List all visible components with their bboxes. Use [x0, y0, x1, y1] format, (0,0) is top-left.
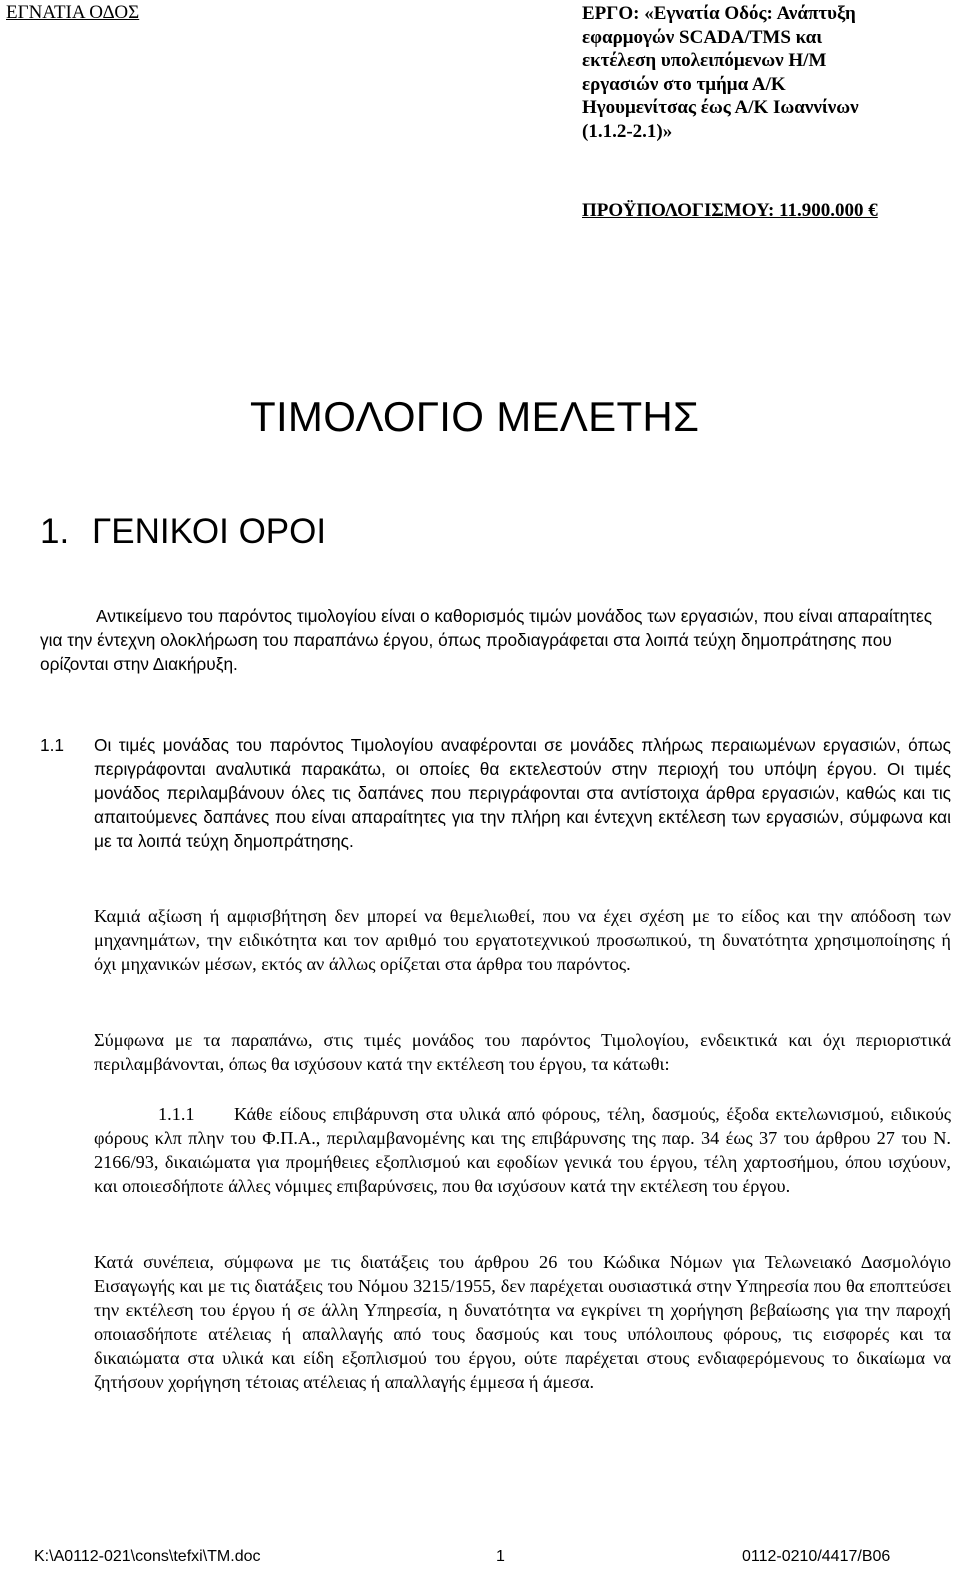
- claims-paragraph: Καμιά αξίωση ή αμφισβήτηση δεν μπορεί να θεμελιωθεί, που να έχει σχέση με το είδος και την απόδοση των μηχανημάτων, την ειδικότητα και τον αριθμό του εργατοτεχνικού προσωπικού, τη δυνατότητα χρησιμοποίησης ή όχι μηχανικών μέσων, εκτός αν άλλως ορίζεται στα άρθρα του παρόντος.: [94, 906, 951, 974]
- section-number: 1.: [40, 512, 70, 551]
- project-title: ΕΡΓΟ: «Εγνατία Οδός: Ανάπτυξη εφαρμογών SCADA/TMS και εκτέλεση υπολειπόμενων Η/Μ εργασιών στο τμήμα Α/Κ Ηγουμενίτσας έως Α/Κ Ιωαννίνων (1.1.2-2.1)»: [582, 3, 859, 142]
- section-title: ΓΕΝΙΚΟΙ ΟΡΟΙ: [92, 512, 327, 551]
- footer-page-number: 1: [496, 1548, 505, 1565]
- clause-1-1-1-text: Κάθε είδους επιβάρυνση στα υλικά από φόρους, τέλη, δασμούς, έξοδα εκτελωνισμού, ειδικούς φόρους κλπ πλην του Φ.Π.Α., περιλαμβανομένης και της επιβάρυνσης της παρ. 34 έως 37 του άρθρου 27 του Ν. 2166/93, δικαιώματα για προμήθειες εξοπλισμού και εφοδίων γενικά του έργου, τέλη χαρτοσήμου, όπου ισχύουν, και οποιεσδήποτε άλλες νόμιμες επιβαρύνσεις, που θα ισχύσουν κατά την εκτέλεση του έργου.: [94, 1104, 951, 1196]
- document-title: ΤΙΜΟΛΟΓΙΟ ΜΕΛΕΤΗΣ: [250, 393, 700, 440]
- footer-document-code: 0112-0210/4417/B06: [742, 1548, 891, 1565]
- inclusions-paragraph: Σύμφωνα με τα παραπάνω, στις τιμές μονάδος του παρόντος Τιμολογίου, ενδεικτικά και όχι περιοριστικά περιλαμβάνονται, όπως θα ισχύσουν κατά την εκτέλεση του έργου, τα κάτωθι:: [94, 1030, 951, 1074]
- clause-number-1-1-1: 1.1.1: [158, 1104, 195, 1124]
- project-budget: ΠΡΟΫΠΟΛΟΓΙΣΜΟΥ: 11.900.000 €: [582, 200, 878, 221]
- intro-paragraph: Αντικείμενο του παρόντος τιμολογίου είναι ο καθορισμός τιμών μονάδος των εργασιών, που είναι απαραίτητες για την έντεχνη ολοκλήρωση του παραπάνω έργου, όπως προδιαγράφεται στα λοιπά τεύχη δημοπράτησης που ορίζονται στην Διακήρυξη.: [40, 606, 933, 674]
- customs-paragraph: Κατά συνέπεια, σύμφωνα με τις διατάξεις του άρθρου 26 του Κώδικα Νόμων για Τελωνειακό Δασμολόγιο Εισαγωγής και με τις διατάξεις του Νόμου 3215/1955, δεν παρέχεται ουσιαστικά στην Υπηρεσία που θα εποπτεύσει την εκτέλεση του έργου ή σε άλλη Υπηρεσία, η δυνατότητα να εγκρίνει τη χορήγηση βεβαίωσης για την παροχή οποιασδήποτε ατέλειας ή απαλλαγής από τους δασμούς και τους υπόλοιπους φόρους, τις εισφορές και τα δικαιώματα στα υλικά και είδη εξοπλισμού του έργου, ούτε παρέχεται στους ενδιαφερόμενους το δικαίωμα να ζητήσουν χορήγηση τέτοιας ατέλειας ή απαλλαγής έμμεσα ή άμεσα.: [94, 1252, 951, 1392]
- clause-1-1-text: Οι τιμές μονάδας του παρόντος Τιμολογίου αναφέρονται σε μονάδες πλήρως περαιωμένων εργασιών, όπως περιγράφονται αναλυτικά παρακάτω, οι οποίες θα εκτελεστούν στην περιοχή του υπόψη έργου. Οι τιμές μονάδος περιλαμβάνουν όλες τις δαπάνες που περιγράφονται στα αντίστοιχα άρθρα εργασιών, καθώς και τις απαιτούμενες δαπάνες που είναι απαραίτητες για την πλήρη και έντεχνη εκτέλεση των εργασιών, σύμφωνα και με τα λοιπά τεύχη δημοπράτησης.: [94, 735, 951, 851]
- section-heading: [40, 512, 326, 552]
- footer-file-path: K:\A0112-021\cons\tefxi\TM.doc: [34, 1548, 261, 1565]
- clause-number-1-1: 1.1: [40, 735, 65, 755]
- organization-name: ΕΓΝΑΤΙΑ ΟΔΟΣ: [6, 2, 140, 23]
- clause-1-1-1: [94, 1102, 951, 1198]
